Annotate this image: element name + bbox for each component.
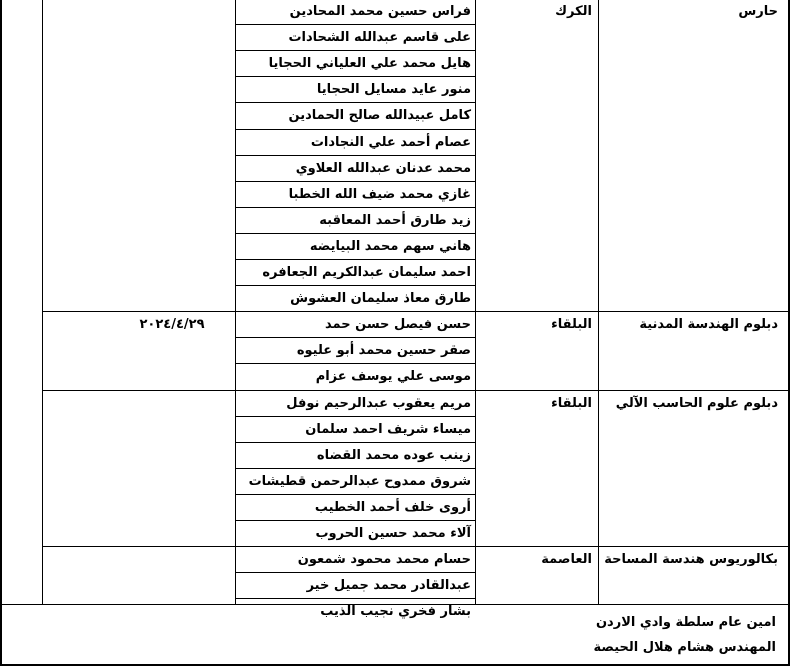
name-cell: شروق ممدوح عبدالرحمن قطيشات [248,473,471,489]
name-cell: هايل محمد علي العلياني الحجايا [268,56,471,72]
row-divider [235,76,475,77]
governorate-cell: العاصمة [541,552,592,568]
specialization-cell: حارس [738,4,778,19]
row-divider [235,24,475,25]
row-divider [235,494,475,495]
row-divider [235,233,475,234]
group-divider [42,311,788,312]
group-divider [42,546,788,547]
name-cell: زينب عوده محمد القضاه [316,447,471,463]
specialization-cell: دبلوم علوم الحاسب الآلي [615,395,778,411]
row-divider [235,259,475,260]
col-divider-names [235,0,236,604]
name-cell: محمد عدنان عبدالله العلاوي [295,160,471,176]
group-divider [42,390,788,391]
row-divider [235,442,475,443]
specialization-cell: بكالوريوس هندسة المساحة [604,552,778,568]
row-divider [235,520,475,521]
row-divider [235,155,475,156]
row-divider [235,468,475,469]
governorate-cell: البلقاء [551,395,592,411]
signatory-title: امين عام سلطة وادي الاردن [595,615,776,630]
col-divider-date [42,0,43,604]
name-cell: زيد طارق أحمد المعاقبه [319,212,471,228]
name-cell: عصام أحمد علي النجادات [310,134,471,150]
name-cell: بشار فخري نجيب الذيب [320,604,471,620]
name-cell: هاني سهم محمد البيايضه [309,238,471,254]
row-divider [235,337,475,338]
name-cell: طارق معاذ سليمان العشوش [290,291,471,307]
row-divider [235,129,475,130]
name-cell: كامل عبيدالله صالح الحمادين [288,108,471,124]
row-divider [235,416,475,417]
col-divider-governorate [475,0,476,604]
col-divider-specialization [598,0,599,604]
name-cell: صقر حسين محمد أبو عليوه [296,343,471,359]
signatory-name: المهندس هشام هلال الحيصة [593,640,776,655]
name-cell: احمد سليمان عبدالكريم الجعافره [262,265,471,280]
name-cell: حسام محمد محمود شمعون [297,552,471,568]
row-divider [235,102,475,103]
name-cell: على قاسم عبدالله الشحادات [288,30,471,46]
name-cell: عبدالقادر محمد جميل خير [306,578,471,594]
date-cell: ٢٠٢٤/٤/٢٩ [139,317,205,333]
name-cell: آلاء محمد حسين الحروب [315,526,471,541]
name-cell: منور عايد مسايل الحجايا [316,82,471,98]
row-divider [235,363,475,364]
row-divider [235,285,475,286]
row-divider [235,207,475,208]
governorate-cell: الكرك [555,4,592,19]
governorate-cell: البلقاء [551,317,592,333]
row-divider [235,572,475,573]
name-cell: ميساء شريف احمد سلمان [305,421,471,437]
row-divider [235,50,475,51]
name-cell: حسن فيصل حسن حمد [325,317,471,333]
name-cell: فراس حسين محمد المحادين [289,4,471,19]
name-cell: غازي محمد ضيف الله الخطبا [288,186,471,202]
name-cell: موسى علي يوسف عزام [315,369,471,385]
row-divider [235,598,475,599]
name-cell: أروى خلف أحمد الخطيب [314,499,471,515]
specialization-cell: دبلوم الهندسة المدنية [639,317,778,333]
row-divider [235,181,475,182]
name-cell: مريم يعقوب عبدالرحيم نوفل [286,395,471,411]
